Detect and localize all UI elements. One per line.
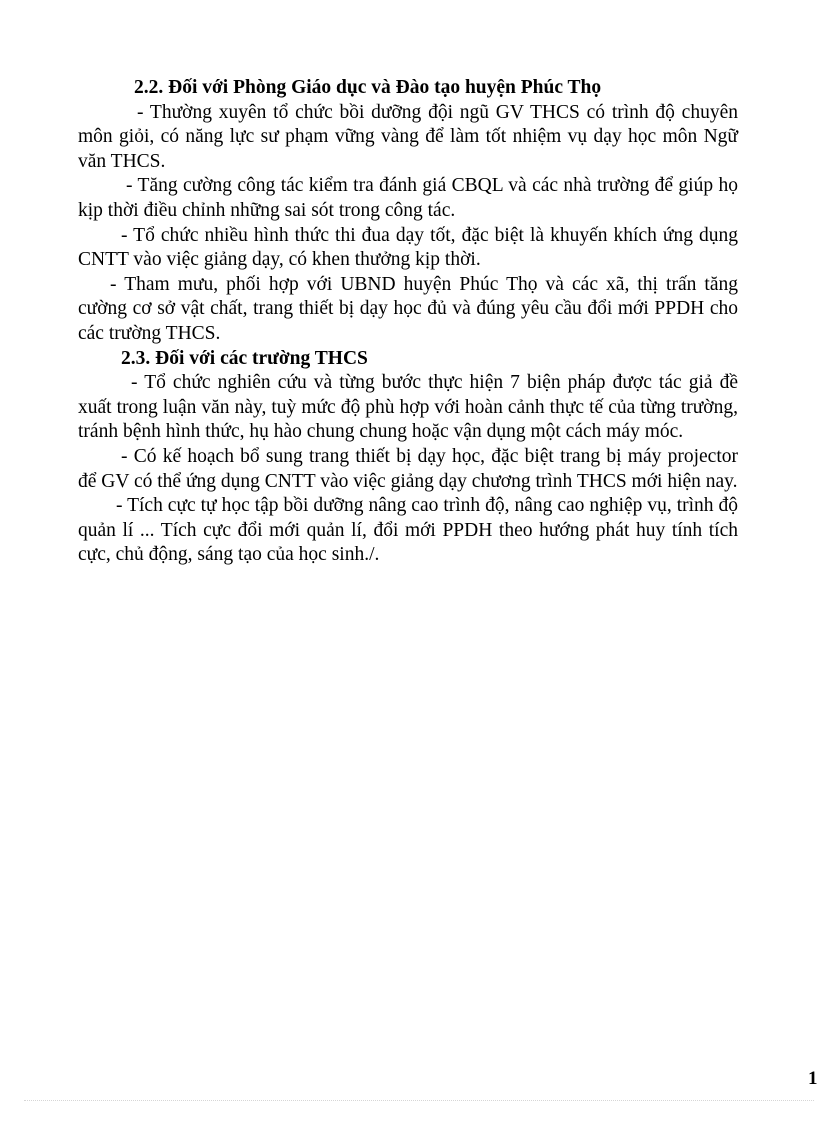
section-heading-2-2: 2.2. Đối với Phòng Giáo dục và Đào tạo huyện Phúc Thọ	[134, 77, 602, 98]
paragraph-training-teachers: - Thường xuyên tổ chức bồi dưỡng đội ngũ GV THCS có trình độ chuyên môn giỏi, có năng lực sư phạm vững vàng để làm tốt nhiệm vụ dạy học môn Ngữ văn THCS.	[78, 101, 738, 172]
paragraph-research-measures: - Tổ chức nghiên cứu và từng bước thực hiện 7 biện pháp được tác giả đề xuất trong luận văn này, tuỳ mức độ phù hợp với hoàn cảnh thực tế của từng trường, tránh bệnh hình thức, hụ hào chung chung hoặc vận dụng một cách máy móc.	[78, 372, 738, 443]
page-content	[78, 76, 738, 568]
section-heading-2-3: 2.3. Đối với các trường THCS	[121, 347, 368, 369]
paragraph-self-study: - Tích cực tự học tập bồi dưỡng nâng cao trình độ, nâng cao nghiệp vụ, trình độ quản lí ... Tích cực đổi mới quản lí, đổi mới PPDH theo hướng phát huy tính tích cực, chủ động, sáng tạo của học sinh./.	[78, 495, 738, 566]
paragraph-equipment-plan: - Có kế hoạch bổ sung trang thiết bị dạy học, đặc biệt trang bị máy projector để GV có thể ứng dụng CNTT vào việc giảng dạy chương trình THCS mới hiện nay.	[78, 445, 738, 492]
page-number: 1	[808, 1068, 818, 1089]
paragraph-inspection: - Tăng cường công tác kiểm tra đánh giá CBQL và các nhà trường để giúp họ kịp thời điều chỉnh những sai sót trong công tác.	[78, 175, 738, 221]
paragraph-advisory: - Tham mưu, phối hợp với UBND huyện Phúc Thọ và các xã, thị trấn tăng cường cơ sở vật chất, trang thiết bị dạy học đủ và đúng yêu cầu đổi mới PPDH cho các trường THCS.	[78, 273, 738, 344]
bottom-divider	[24, 1100, 814, 1101]
paragraph-emulation: - Tổ chức nhiều hình thức thi đua dạy tốt, đặc biệt là khuyến khích ứng dụng CNTT vào việc giảng dạy, có khen thưởng kịp thời.	[78, 224, 738, 271]
